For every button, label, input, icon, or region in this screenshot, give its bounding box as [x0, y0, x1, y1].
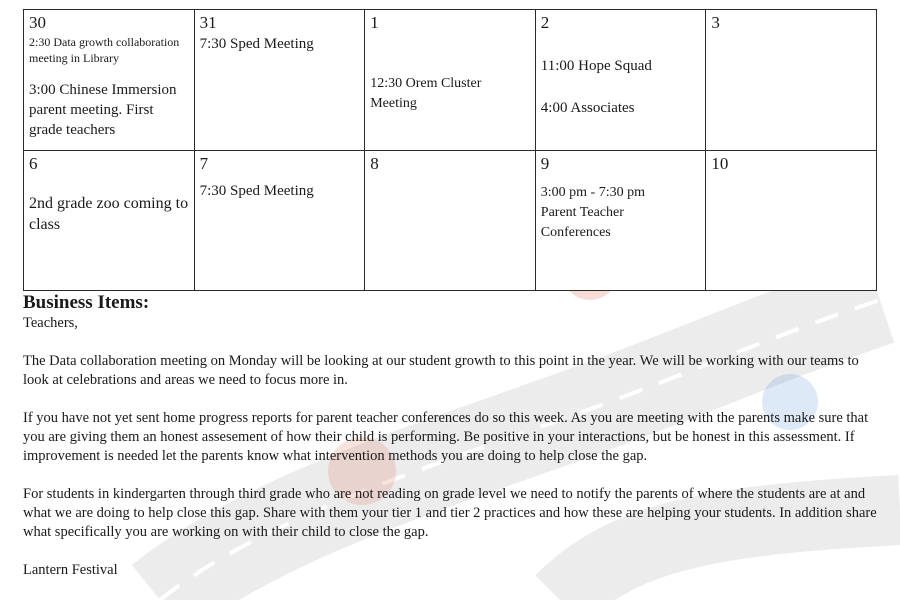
calendar-day-cell — [365, 10, 536, 151]
paragraph: The Data collaboration meeting on Monday will be looking at our student growth to this point in the year. We will be working with our teams to look at celebrations and areas we need to focus more in. — [23, 353, 859, 388]
event-text: 7:30 Sped Meeting — [199, 183, 314, 199]
calendar-day-cell — [194, 10, 365, 151]
day-number: 10 — [711, 154, 729, 173]
calendar-day-cell — [24, 10, 195, 151]
event-text: 12:30 Orem Cluster Meeting — [370, 76, 482, 111]
day-number: 6 — [29, 154, 38, 173]
business-items-section — [23, 292, 879, 580]
paragraph: For students in kindergarten through third grade who are not reading on grade level we need to notify the parents of where the students are at and what we are doing to help close this gap. Share with them your tier 1 and tier 2 practices and how these are helping your students. In addition share what specifically you are working on with their child to close the gap. — [23, 486, 877, 540]
event-text: Parent Teacher — [540, 205, 624, 220]
event-text: 7:30 Sped Meeting — [199, 36, 314, 52]
day-number: 1 — [370, 13, 379, 32]
event-text: Conferences — [540, 225, 611, 240]
calendar-day-cell — [706, 10, 877, 151]
event-text: 3:00 Chinese Immersion parent meeting. First grade teachers — [29, 82, 177, 138]
day-number: 9 — [540, 154, 550, 173]
day-number: 3 — [711, 13, 720, 32]
calendar-day-cell — [194, 151, 365, 291]
day-number: 2 — [540, 13, 550, 32]
day-number: 31 — [199, 13, 217, 32]
calendar-day-cell — [706, 151, 877, 291]
day-number: 8 — [370, 154, 379, 173]
calendar-week-row — [24, 151, 877, 291]
paragraph: Lantern Festival — [23, 562, 118, 578]
calendar-day-cell — [24, 151, 195, 291]
event-text: 4:00 Associates — [540, 100, 635, 116]
calendar-day-cell — [535, 10, 706, 151]
event-text: 11:00 Hope Squad — [540, 58, 652, 74]
day-number: 7 — [199, 154, 209, 173]
calendar-table — [23, 9, 877, 291]
calendar-day-cell — [365, 151, 536, 291]
event-text: 2nd grade zoo coming to class — [29, 195, 189, 233]
paragraph: If you have not yet sent home progress reports for parent teacher conferences do so this week. As you are meeting with the parents make sure that you are giving them an honest assesement of how their child is performing. Be positive in your interactions, but be honest in this assessment. If improvement is needed let the parents know what intervention methods you are doing to help close the gap. — [23, 410, 869, 464]
event-text: 3:00 pm - 7:30 pm — [540, 185, 646, 200]
section-heading: Business Items: — [23, 292, 150, 313]
calendar-week-row — [24, 10, 877, 151]
event-text: 2:30 Data growth collaboration meeting in Library — [29, 35, 180, 65]
calendar-day-cell — [535, 151, 706, 291]
day-number: 30 — [29, 13, 46, 32]
greeting: Teachers, — [23, 315, 78, 331]
